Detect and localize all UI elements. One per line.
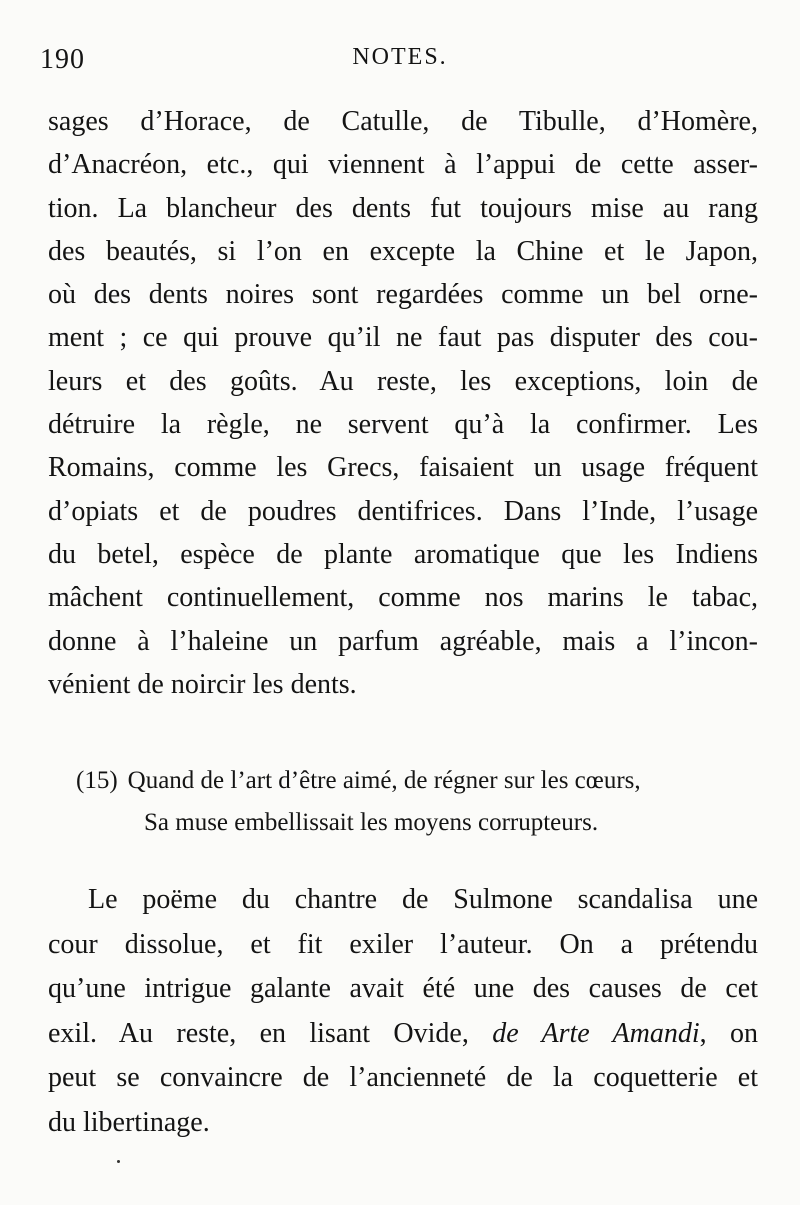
text-line: leurs et des goûts. Au reste, les exceptions, loin de: [48, 365, 758, 397]
page-number: 190: [40, 44, 85, 75]
note-reference: (15): [76, 767, 118, 794]
text-line: détruire la règle, ne servent qu’à la confirmer. Les: [48, 409, 758, 441]
text-line: d’opiats et de poudres dentifrices. Dans l’Inde, l’usage: [48, 495, 758, 527]
text-line: d’Anacréon, etc., qui viennent à l’appui de cette asser-: [48, 149, 758, 181]
text-line: tion. La blancheur des dents fut toujours mise au rang: [48, 192, 758, 224]
text-line: qu’une intrigue galante avait été une des causes de cet: [48, 973, 758, 1004]
text-line: ment ; ce qui prouve qu’il ne faut pas disputer des cou-: [48, 322, 758, 354]
text-line: Le poëme du chantre de Sulmone scandalisa une: [88, 884, 758, 915]
text-line: sages d’Horace, de Catulle, de Tibulle, d’Homère,: [48, 106, 758, 137]
text-line: cour dissolue, et fit exiler l’auteur. On a prétendu: [48, 928, 758, 960]
text-line: donne à l’haleine un parfum agréable, mais a l’incon-: [48, 625, 758, 657]
ink-speck: [117, 1160, 120, 1163]
text-line: des beautés, si l’on en excepte la Chine et le Japon,: [48, 235, 758, 267]
paragraph-2: [48, 878, 758, 1145]
verse-line-1: [76, 760, 756, 802]
text-run: , on: [699, 1017, 758, 1049]
text-line: peut se convaincre de l’ancienneté de la coquetterie et: [48, 1062, 758, 1093]
text-line: du betel, espèce de plante aromatique que les Indiens: [48, 538, 758, 570]
verse-quotation: [76, 760, 756, 844]
verse-text: Quand de l’art d’être aimé, de régner sur les cœurs,: [127, 767, 641, 794]
page-header: [40, 44, 760, 84]
text-line: Romains, comme les Grecs, faisaient un usage fréquent: [48, 452, 758, 484]
verse-line-2: Sa muse embellissait les moyens corrupteurs.: [144, 809, 599, 836]
text-run: exil. Au reste, en lisant Ovide,: [48, 1017, 493, 1049]
paragraph-1: [48, 100, 758, 706]
text-line: du libertinage.: [48, 1106, 210, 1138]
book-title: de Arte Amandi: [492, 1017, 700, 1049]
running-head: NOTES.: [352, 44, 448, 70]
text-line: [48, 1012, 758, 1057]
text-line: mâchent continuellement, comme nos marins le tabac,: [48, 582, 758, 614]
text-line: où des dents noires sont regardées comme un bel orne-: [48, 279, 758, 311]
text-line: vénient de noircir les dents.: [48, 668, 357, 700]
